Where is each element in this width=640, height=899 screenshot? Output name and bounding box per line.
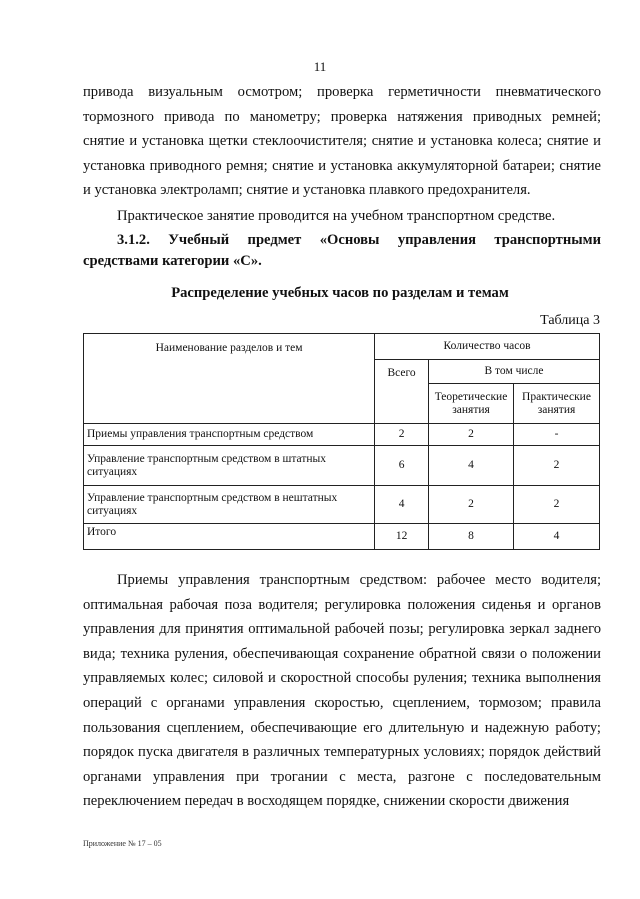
row-total: 6 — [375, 446, 429, 486]
table-row — [84, 424, 600, 446]
row-practice: 2 — [514, 486, 600, 524]
row-theory: 4 — [429, 446, 514, 486]
table-row — [84, 446, 600, 486]
header-practice: Практические занятия — [514, 384, 600, 424]
header-hours: Количество часов — [375, 334, 600, 360]
table-row — [84, 486, 600, 524]
header-name: Наименование разделов и тем — [84, 334, 375, 424]
table-label: Таблица 3 — [540, 313, 600, 328]
header-total: Всего — [375, 360, 429, 424]
row-theory: 2 — [429, 424, 514, 446]
footer-note: Приложение № 17 – 05 — [83, 839, 162, 848]
row-name: Управление транспортным средством в штатных ситуациях — [84, 446, 375, 486]
row-theory: 2 — [429, 486, 514, 524]
page-number: 11 — [313, 59, 327, 74]
header-theory: Теоретические занятия — [429, 384, 514, 424]
row-total: 4 — [375, 486, 429, 524]
row-practice: 2 — [514, 446, 600, 486]
table-title: Распределение учебных часов по разделам и темам — [171, 285, 509, 301]
row-theory: 8 — [429, 524, 514, 550]
row-name: Итого — [84, 524, 375, 550]
section-heading: 3.1.2. Учебный предмет «Основы управления транспортными средствами категории «С». — [83, 232, 601, 269]
row-practice: - — [514, 424, 600, 446]
header-including: В том числе — [429, 360, 600, 384]
paragraph-practical-lesson: Практическое занятие проводится на учебном транспортном средстве. — [117, 208, 556, 224]
row-total: 2 — [375, 424, 429, 446]
row-total: 12 — [375, 524, 429, 550]
row-practice: 4 — [514, 524, 600, 550]
paragraph-vehicle-control-techniques: Приемы управления транспортным средством: рабочее место водителя; оптимальная рабочая поза водителя; регулировка положения сиденья и органов управления для принятия оптимальной рабочей позы; регулировка зеркал заднего вида; техника руления, обеспечивающая сохранение обратной связи о положении управляемых колес; силовой и скоростной способы руления; техника выполнения операций с органами управления скоростью, сцеплением, тормозом; правила пользования сцеплением, обеспечивающие его длительную и надежную работу; порядок пуска двигателя в различных температурных условиях; порядок действий органами управления при трогании с места, разгоне с последовательным переключением передач в восходящем порядке, снижении скорости движения — [83, 572, 601, 810]
table-row-total — [84, 524, 600, 550]
row-name: Приемы управления транспортным средством — [84, 424, 375, 446]
paragraph-maintenance-tasks: привода визуальным осмотром; проверка герметичности пневматического тормозного привода по манометру; проверка натяжения приводных ремней; снятие и установка щетки стеклоочистителя; снятие и установка колеса; снятие и установка приводного ремня; снятие и установка аккумуляторной батареи; снятие и установка электроламп; снятие и установка плавкого предохранителя. — [83, 84, 601, 198]
hours-table — [83, 333, 600, 550]
row-name: Управление транспортным средством в нештатных ситуациях — [84, 486, 375, 524]
